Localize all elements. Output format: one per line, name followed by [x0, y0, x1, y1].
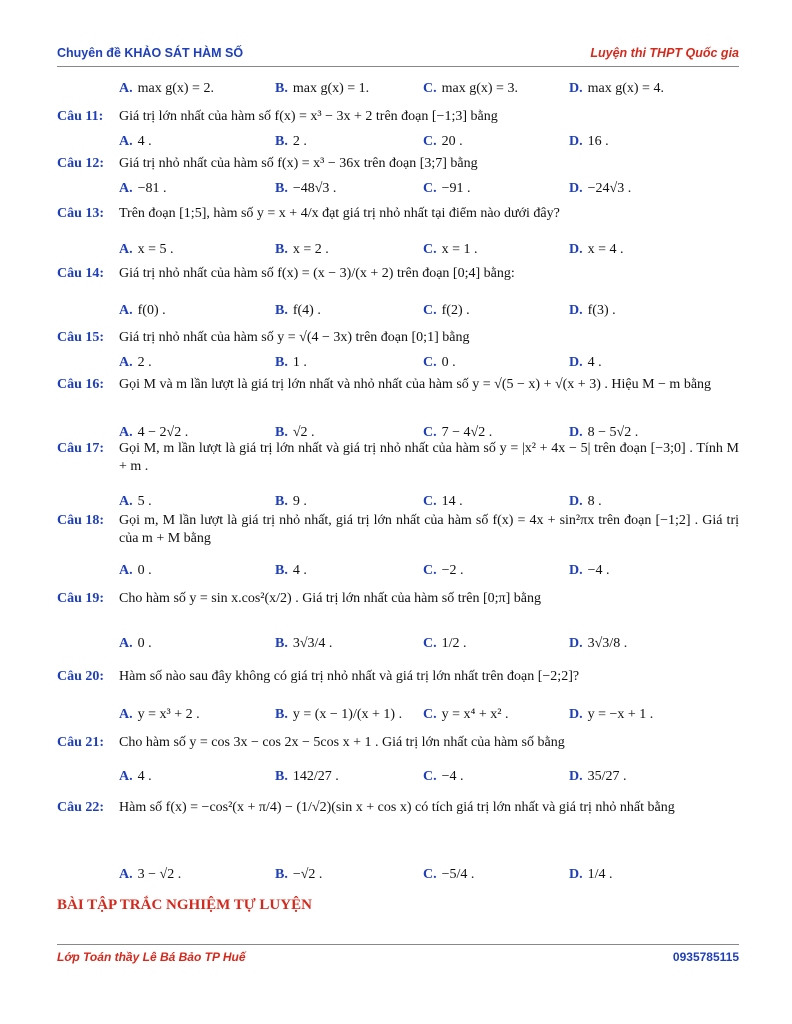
option-c: C. y = x⁴ + x² . [423, 707, 509, 722]
option-b: B. 9 . [275, 494, 307, 509]
option-a: A. 4 . [119, 769, 152, 784]
option-d: D. 4 . [569, 355, 602, 370]
option-d: D. 8 . [569, 494, 602, 509]
question-text: Giá trị nhỏ nhất của hàm số f(x) = x³ − 36x trên đoạn [3;7] bằng [119, 156, 478, 171]
header-course: Luyện thi THPT Quốc gia [590, 46, 739, 60]
question-text: Gọi M, m lần lượt là giá trị lớn nhất và giá trị nhỏ nhất của hàm số y = |x² + 4x − 5| trên đoạn [−3;0] . Tính M + m . [119, 441, 739, 474]
option-a: A. 5 . [119, 494, 152, 509]
option-a: A. 0 . [119, 636, 152, 651]
option-c: C. 1/2 . [423, 636, 467, 651]
question-label: Câu 13: [57, 206, 105, 221]
section-title: BÀI TẬP TRẮC NGHIỆM TỰ LUYỆN [57, 897, 312, 913]
footer-teacher: Lớp Toán thầy Lê Bá Bảo TP Huế [57, 950, 246, 964]
option-d: D. −4 . [569, 563, 610, 578]
question-text: Gọi M và m lần lượt là giá trị lớn nhất và nhỏ nhất của hàm số y = √(5 − x) + √(x + 3) . Hiệu M − m bằng [119, 377, 712, 392]
question-text: Hàm số f(x) = −cos²(x + π/4) − (1/√2)(sin x + cos x) có tích giá trị lớn nhất và giá trị nhỏ nhất bằng [119, 800, 675, 815]
option-a: A. f(0) . [119, 303, 166, 318]
option-c: C. max g(x) = 3. [423, 81, 518, 96]
option-b: B. 3√3/4 . [275, 636, 333, 651]
page-header [57, 46, 739, 66]
option-d: D. max g(x) = 4. [569, 81, 664, 96]
option-c: C. 7 − 4√2 . [423, 425, 493, 440]
option-d: D. x = 4 . [569, 242, 624, 257]
option-d: D. 35/27 . [569, 769, 627, 784]
option-b: B. −48√3 . [275, 181, 337, 196]
header-rule [57, 66, 739, 67]
option-b: B. 4 . [275, 563, 307, 578]
option-a: A. 2 . [119, 355, 152, 370]
question-text: Cho hàm số y = sin x.cos²(x/2) . Giá trị lớn nhất của hàm số trên [0;π] bằng [119, 591, 541, 606]
option-d: D. −24√3 . [569, 181, 632, 196]
option-a: A. 4 . [119, 134, 152, 149]
question-label: Câu 21: [57, 735, 105, 750]
option-c: C. 0 . [423, 355, 456, 370]
option-a: A. y = x³ + 2 . [119, 707, 200, 722]
option-b: B. y = (x − 1)/(x + 1) . [275, 707, 403, 722]
option-d: D. 16 . [569, 134, 609, 149]
option-d: D. 3√3/8 . [569, 636, 628, 651]
question-text: Cho hàm số y = cos 3x − cos 2x − 5cos x + 1 . Giá trị lớn nhất của hàm số bằng [119, 735, 565, 750]
question-label: Câu 14: [57, 266, 105, 281]
option-d: D. 1/4 . [569, 867, 613, 882]
option-c: C. 14 . [423, 494, 463, 509]
option-a: A. x = 5 . [119, 242, 174, 257]
option-b: B. √2 . [275, 425, 315, 440]
option-b: B. max g(x) = 1. [275, 81, 370, 96]
option-a: A. max g(x) = 2. [119, 81, 214, 96]
question-label: Câu 18: [57, 513, 105, 528]
option-c: C. f(2) . [423, 303, 470, 318]
option-b: B. x = 2 . [275, 242, 329, 257]
option-c: C. 20 . [423, 134, 463, 149]
question-label: Câu 12: [57, 156, 105, 171]
option-d: D. y = −x + 1 . [569, 707, 654, 722]
option-c: C. −91 . [423, 181, 471, 196]
question-text: Giá trị nhỏ nhất của hàm số y = √(4 − 3x) trên đoạn [0;1] bằng [119, 330, 470, 345]
option-b: B. f(4) . [275, 303, 321, 318]
option-b: B. 1 . [275, 355, 307, 370]
question-label: Câu 19: [57, 591, 105, 606]
option-c: C. −5/4 . [423, 867, 475, 882]
option-c: C. −4 . [423, 769, 464, 784]
question-label: Câu 15: [57, 330, 105, 345]
question-label: Câu 20: [57, 669, 105, 684]
option-a: A. 3 − √2 . [119, 867, 182, 882]
option-a: A. 4 − 2√2 . [119, 425, 189, 440]
option-b: B. 2 . [275, 134, 307, 149]
question-text: Giá trị nhỏ nhất của hàm số f(x) = (x − 3)/(x + 2) trên đoạn [0;4] bằng: [119, 266, 515, 281]
option-b: B. 142/27 . [275, 769, 339, 784]
question-text: Giá trị lớn nhất của hàm số f(x) = x³ − 3x + 2 trên đoạn [−1;3] bằng [119, 109, 498, 124]
question-text: Gọi m, M lần lượt là giá trị nhỏ nhất, giá trị lớn nhất của hàm số f(x) = 4x + sin²πx trên đoạn [−1;2] . Giá trị của m + M bằng [119, 513, 739, 546]
question-text: Trên đoạn [1;5], hàm số y = x + 4/x đạt giá trị nhỏ nhất tại điểm nào dưới đây? [119, 206, 560, 221]
header-topic: Chuyên đề KHẢO SÁT HÀM SỐ [57, 46, 244, 60]
footer-rule [57, 944, 739, 945]
question-label: Câu 16: [57, 377, 105, 392]
question-label: Câu 17: [57, 441, 105, 456]
option-a: A. −81 . [119, 181, 167, 196]
question-label: Câu 11: [57, 109, 104, 124]
footer-phone: 0935785115 [672, 950, 739, 964]
option-d: D. 8 − 5√2 . [569, 425, 639, 440]
option-c: C. −2 . [423, 563, 464, 578]
question-text: Hàm số nào sau đây không có giá trị nhỏ nhất và giá trị lớn nhất trên đoạn [−2;2]? [119, 669, 580, 684]
option-c: C. x = 1 . [423, 242, 478, 257]
option-d: D. f(3) . [569, 303, 616, 318]
question-label: Câu 22: [57, 800, 105, 815]
option-a: A. 0 . [119, 563, 152, 578]
option-b: B. −√2 . [275, 867, 323, 882]
